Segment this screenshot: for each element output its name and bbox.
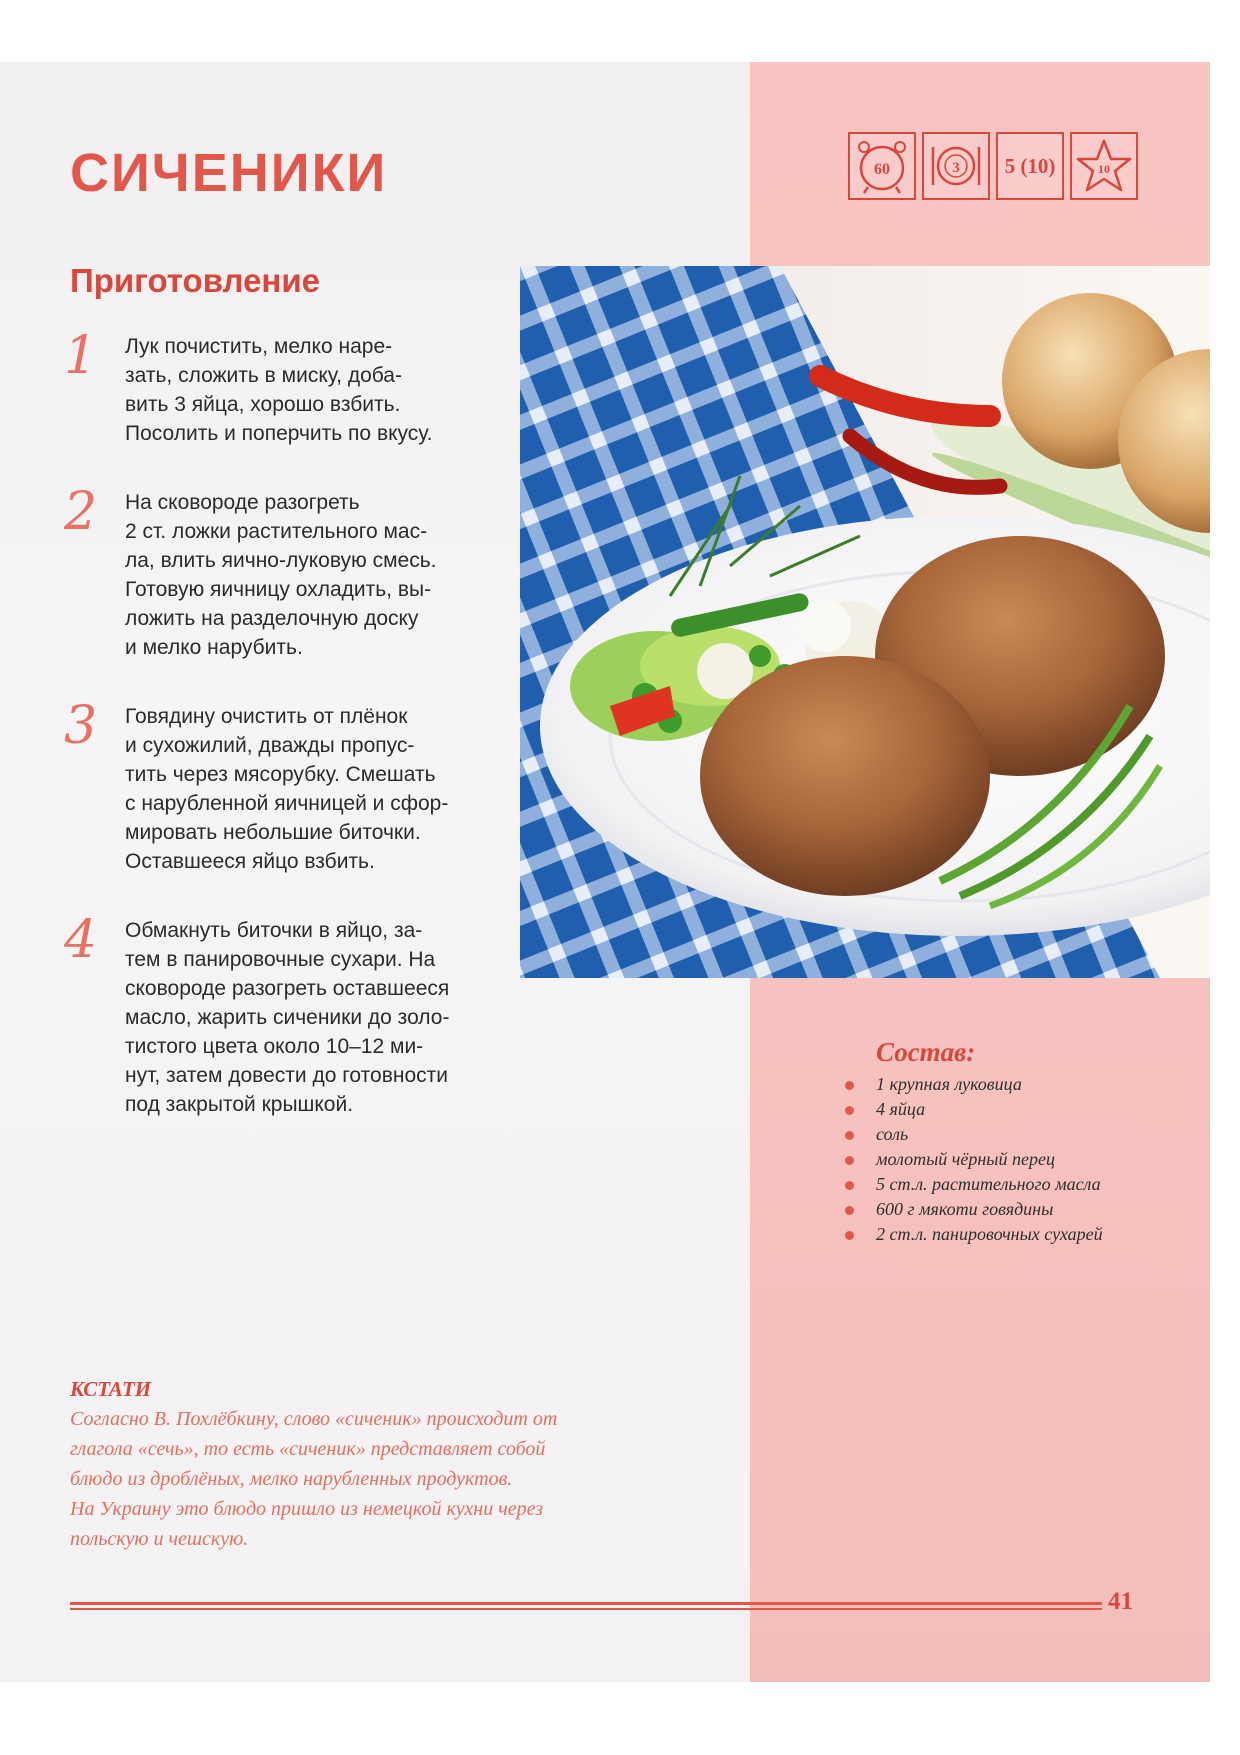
- step-number: 4: [64, 910, 98, 970]
- recipe-title: СИЧЕНИКИ: [70, 143, 388, 203]
- ingredients-block: [840, 1037, 1180, 1247]
- step-text: Лук почистить, мелко наре- зать, сложить в миску, доба- вить 3 яйца, хорошо взбить. Посолить и поперчить по вкусу.: [125, 335, 433, 445]
- step-number: 1: [64, 326, 98, 386]
- recipe-info-icons: [848, 132, 1138, 200]
- preparation-heading: Приготовление: [70, 262, 320, 299]
- ingredients-title: Состав:: [876, 1037, 976, 1067]
- step-4: [60, 910, 500, 1119]
- page-number: 41: [1108, 1588, 1133, 1615]
- ingredient-item: соль: [840, 1122, 1180, 1147]
- step-number: 2: [64, 482, 98, 542]
- dish-photo: [520, 266, 1210, 978]
- cookbook-page: [0, 62, 1210, 1682]
- ingredients-list: [840, 1072, 1180, 1247]
- step-1: [60, 326, 500, 448]
- step-number: 3: [64, 696, 98, 756]
- difficulty-value: 3: [952, 160, 960, 176]
- step-text: Обмакнуть биточки в яйцо, за- тем в панировочные сухари. На сковороде разогреть оставшееся масло, жарить сиченики до золо- тистого цвета около 10–12 ми- нут, затем довести до готовности под закрытой крышкой.: [125, 919, 450, 1116]
- step-2: [60, 482, 500, 662]
- servings-icon: [996, 132, 1064, 200]
- rating-value: 10: [1098, 162, 1110, 176]
- steps-list: [60, 326, 500, 1159]
- ingredient-item: 1 крупная луковица: [840, 1072, 1180, 1097]
- time-value: 60: [874, 161, 890, 178]
- note-title: КСТАТИ: [70, 1377, 152, 1401]
- note-block: [70, 1377, 730, 1554]
- ingredient-item: 2 ст.л. панировочных сухарей: [840, 1222, 1180, 1247]
- step-3: [60, 696, 500, 876]
- plate-icon: [922, 132, 990, 200]
- clock-icon: [848, 132, 916, 200]
- footer-divider: [70, 1602, 1102, 1610]
- note-text: Согласно В. Похлёбкину, слово «сиченик» происходит от глагола «сечь», то есть «сиченик» представляет собой блюдо из дроблёных, мелко нарубленных продуктов. На Украину это блюдо пришло из немецкой кухни через польскую и чешскую.: [70, 1408, 558, 1550]
- step-text: На сковороде разогреть 2 ст. ложки растительного мас- ла, влить яично-луковую смесь. Готовую яичницу охладить, вы- ложить на разделочную доску и мелко нарубить.: [125, 491, 437, 659]
- step-text: Говядину очистить от плёнок и сухожилий, дважды пропус- тить через мясорубку. Смешать с нарубленной яичницей и сфор- мировать небольшие биточки. Оставшееся яйцо взбить.: [125, 705, 449, 873]
- ingredient-item: 5 ст.л. растительного масла: [840, 1172, 1180, 1197]
- ingredient-item: 4 яйца: [840, 1097, 1180, 1122]
- ingredient-item: 600 г мякоти говядины: [840, 1197, 1180, 1222]
- star-icon: [1070, 132, 1138, 200]
- ingredient-item: молотый чёрный перец: [840, 1147, 1180, 1172]
- servings-value: 5 (10): [1004, 153, 1056, 178]
